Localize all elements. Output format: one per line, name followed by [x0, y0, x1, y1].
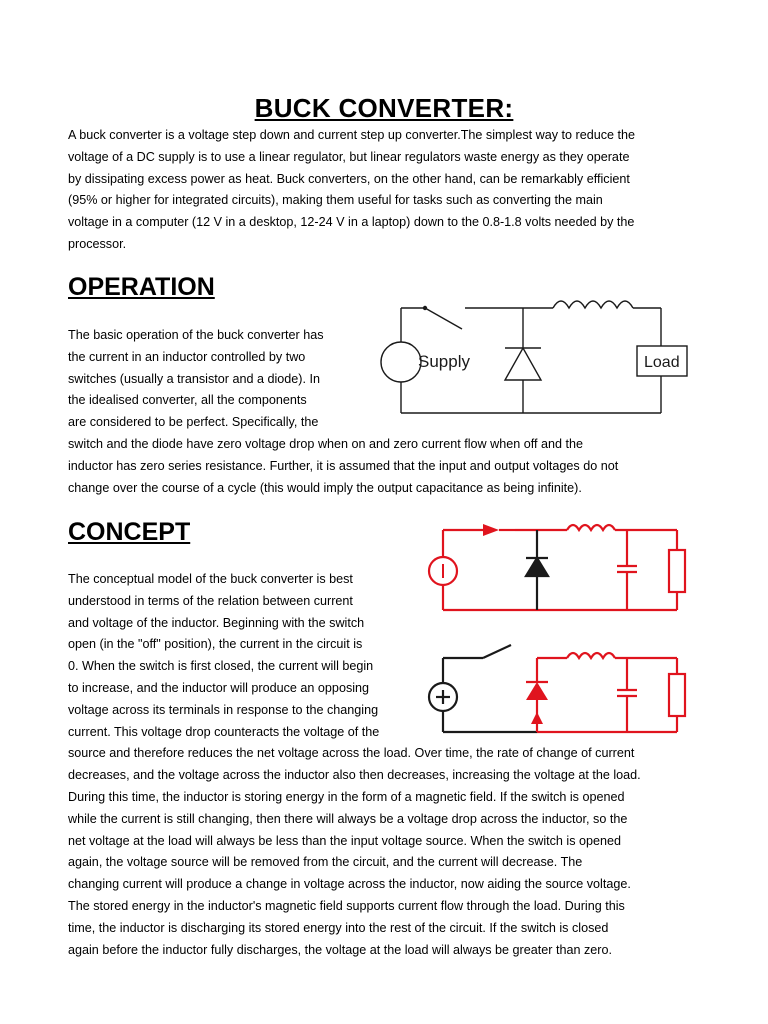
concept-line: source and therefore reduces the net voltage across the load. Over time, the rate of change of current [68, 746, 635, 761]
switch-symbol [425, 308, 462, 329]
supply-label: Supply [418, 352, 470, 371]
intro-line: voltage of a DC supply is to use a linear regulator, but linear regulators waste energy as they operate [68, 149, 630, 164]
operation-line: the current in an inductor controlled by two [68, 349, 306, 364]
buck-converter-schematic [355, 285, 680, 425]
concept-circuit-off [425, 640, 695, 740]
voltage-source-symbol [381, 342, 421, 382]
inductor-symbol [553, 301, 633, 308]
inductor-symbol [567, 653, 615, 658]
load-resistor [669, 550, 685, 592]
concept-line: The stored energy in the inductor's magnetic field supports current flow through the load. During this [68, 898, 625, 913]
operation-line: switches (usually a transistor and a diode). In [68, 371, 320, 386]
concept-line: again, the voltage source will be removed from the circuit, and the current will decrease. The [68, 855, 583, 870]
switch-symbol [483, 645, 511, 658]
concept-line: net voltage at the load will always be less than the input voltage source. When the switch is opened [68, 833, 622, 848]
diode-symbol [526, 682, 548, 700]
concept-line: and voltage of the inductor. Beginning with the switch [68, 615, 365, 630]
concept-heading: CONCEPT [68, 518, 191, 546]
intro-paragraph [68, 125, 700, 256]
concept-line: to increase, and the inductor will produce an opposing [68, 680, 370, 695]
operation-line: are considered to be perfect. Specifically, the [68, 415, 319, 430]
concept-line: The conceptual model of the buck converter is best [68, 572, 353, 586]
operation-line: The basic operation of the buck converter has [68, 328, 324, 342]
concept-line: time, the inductor is discharging its stored energy into the rest of the circuit. If the switch is closed [68, 920, 609, 935]
concept-circuit-on [425, 520, 695, 620]
concept-line: current. This voltage drop counteracts the voltage of the [68, 724, 380, 739]
operation-line: the idealised converter, all the components [68, 393, 307, 408]
concept-line: understood in terms of the relation between current [68, 593, 353, 608]
load-label: Load [644, 354, 680, 371]
current-arrow-icon [531, 712, 543, 724]
concept-line: voltage across its terminals in response to the changing [68, 702, 379, 717]
intro-line: processor. [68, 236, 127, 251]
diode-symbol [505, 348, 541, 380]
concept-line: 0. When the switch is first closed, the current will begin [68, 659, 374, 674]
concept-line: changing current will produce a change in voltage across the inductor, now aiding the source voltage. [68, 877, 631, 892]
operation-line: inductor has zero series resistance. Further, it is assumed that the input and output voltages do not [68, 458, 619, 473]
intro-line: voltage in a computer (12 V in a desktop, 12-24 V in a laptop) down to the 0.8-1.8 volts needed by the [68, 215, 635, 230]
concept-line: open (in the "off" position), the current in the circuit is [68, 637, 363, 652]
current-arrow-icon [483, 524, 499, 536]
concept-paragraph [68, 569, 641, 961]
operation-line: switch and the diode have zero voltage drop when on and zero current flow when off and the [68, 436, 584, 451]
intro-line: A buck converter is a voltage step down and current step up converter.The simplest way to reduce the [68, 128, 636, 142]
concept-line: again before the inductor fully discharges, the voltage at the load will always be greater than zero. [68, 942, 612, 957]
operation-line: change over the course of a cycle (this would imply the output capacitance as being infinite). [68, 480, 582, 495]
concept-line: During this time, the inductor is storing energy in the form of a magnetic field. If the switch is opened [68, 789, 625, 804]
intro-line: by dissipating excess power as heat. Buck converters, on the other hand, can be remarkably efficient [68, 171, 630, 186]
switch-contact [423, 306, 427, 310]
page-title: BUCK CONVERTER: [254, 93, 514, 124]
concept-line: while the current is still changing, then there will always be a voltage drop across the inductor, so the [68, 811, 628, 826]
operation-heading: OPERATION [68, 273, 215, 301]
concept-line: decreases, and the voltage across the inductor also then decreases, increasing the voltage at the load. [68, 768, 641, 783]
diode-symbol [526, 558, 548, 576]
intro-line: (95% or higher for integrated circuits), making them useful for tasks such as converting the main [68, 193, 603, 208]
inductor-symbol [567, 525, 615, 530]
load-resistor [669, 674, 685, 716]
